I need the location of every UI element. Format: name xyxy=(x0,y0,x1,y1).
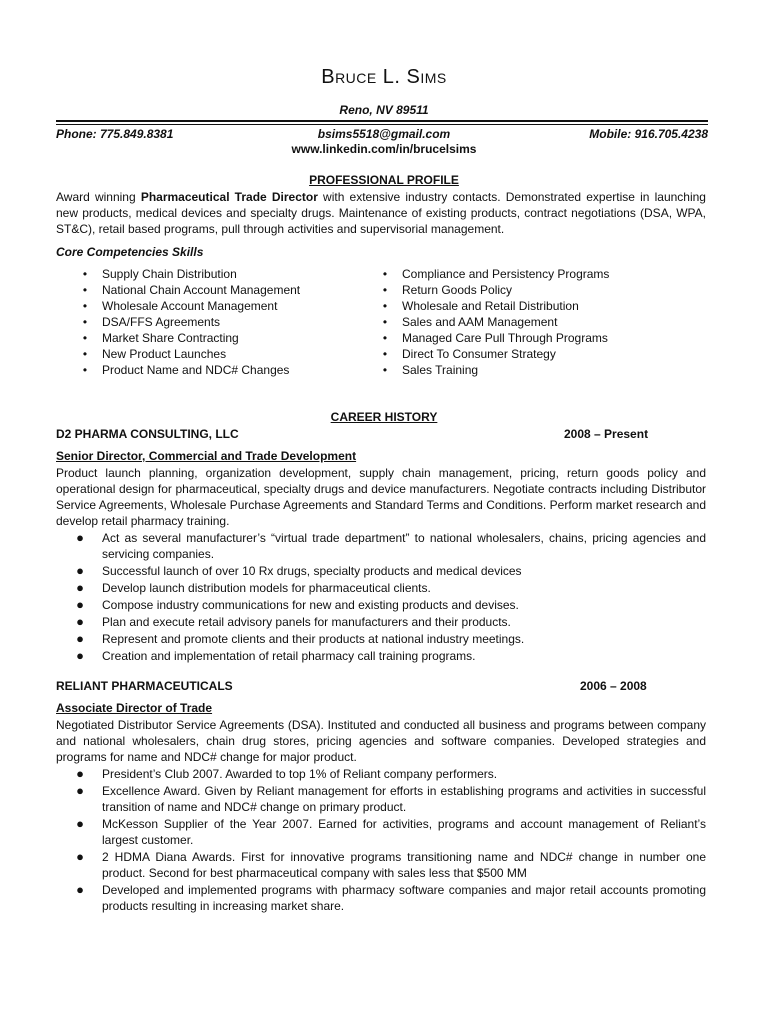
phone-number: Phone: 775.849.8381 xyxy=(56,127,174,141)
list-item xyxy=(74,648,706,664)
bullet-icon: • xyxy=(382,363,388,377)
profile-lead-title: Pharmaceutical Trade Director xyxy=(140,190,318,204)
bullet-icon: • xyxy=(382,315,388,329)
list-item-text: 2 HDMA Diana Awards. First for innovative programs transitioning name and NDC# change in number one product. Second for best pharmaceutical company with sales less that $500 MM xyxy=(102,850,706,880)
linkedin-link[interactable]: www.linkedin.com/in/brucelsims xyxy=(291,142,477,156)
list-item-text: Supply Chain Distribution xyxy=(102,267,237,281)
bullet-icon: ● xyxy=(76,597,84,612)
list-item-text: Market Share Contracting xyxy=(102,331,239,345)
competencies-left-list xyxy=(80,266,300,378)
bullet-icon: • xyxy=(382,283,388,297)
bullet-icon: • xyxy=(82,299,88,313)
candidate-name: Bruce L. Sims xyxy=(321,66,447,88)
bullet-icon: • xyxy=(382,331,388,345)
header-divider-thick xyxy=(56,120,708,122)
job-achievements-list xyxy=(74,766,706,915)
bullet-icon: • xyxy=(82,347,88,361)
job-summary: Product launch planning, organization development, supply chain management, pricing, return goods policy and operational design for pharmaceutical, specialty drugs and device manufacturers. Negotiate contracts including Distributor Service Agreements, Wholesale Purchase Agreements and Standard Terms and Conditions. Perform market research and develop retail pharmacy training. xyxy=(56,466,706,528)
email-address[interactable]: bsims5518@gmail.com xyxy=(317,127,451,141)
job-role: Associate Director of Trade xyxy=(56,701,213,715)
list-item-text: Developed and implemented programs with pharmacy software companies and major retail accounts promoting products resulting in increasing market share. xyxy=(102,883,706,913)
career-section-title: CAREER HISTORY xyxy=(330,410,438,424)
profile-lead: Award winning xyxy=(56,190,141,204)
list-item-text: National Chain Account Management xyxy=(102,283,301,297)
list-item xyxy=(380,266,609,282)
list-item-text: Act as several manufacturer’s “virtual trade department” to national wholesalers, chains, pricing agencies and servicing companies. xyxy=(102,531,706,561)
profile-text: with extensive industry contacts. Demonstrated expertise in launching new products, medical devices and specialty drugs. Maintenance of existing products, contract negotiations (DSA, WPA, ST&C), retail based programs, pull through activities and supervisorial management. xyxy=(56,190,706,236)
list-item xyxy=(80,298,300,314)
job-role: Senior Director, Commercial and Trade Development xyxy=(56,449,357,463)
list-item xyxy=(380,314,609,330)
list-item xyxy=(74,597,706,613)
mobile-number: Mobile: 916.705.4238 xyxy=(589,127,708,141)
list-item-text: Excellence Award. Given by Reliant management for efforts in establishing programs and activities in successful transition of name and NDC# change on primary product. xyxy=(102,784,706,814)
job-dates: 2006 – 2008 xyxy=(580,679,647,693)
list-item-text: Sales and AAM Management xyxy=(402,315,558,329)
list-item-text: New Product Launches xyxy=(102,347,227,361)
bullet-icon: ● xyxy=(76,530,84,545)
bullet-icon: • xyxy=(82,267,88,281)
list-item xyxy=(80,282,300,298)
bullet-icon: • xyxy=(82,315,88,329)
list-item xyxy=(74,563,706,579)
list-item-text: Return Goods Policy xyxy=(402,283,513,297)
bullet-icon: • xyxy=(82,331,88,345)
list-item xyxy=(380,298,609,314)
bullet-icon: ● xyxy=(76,648,84,663)
profile-section-title: PROFESSIONAL PROFILE xyxy=(309,173,459,187)
candidate-location: Reno, NV 89511 xyxy=(339,103,429,117)
list-item xyxy=(380,346,609,362)
bullet-icon: ● xyxy=(76,849,84,864)
list-item xyxy=(74,766,706,782)
bullet-icon: • xyxy=(382,347,388,361)
list-item-text: Plan and execute retail advisory panels for manufacturers and their products. xyxy=(102,615,511,629)
job-achievements-list xyxy=(74,530,706,665)
list-item-text: DSA/FFS Agreements xyxy=(102,315,221,329)
list-item xyxy=(80,346,300,362)
list-item xyxy=(74,882,706,914)
competencies-right-list xyxy=(380,266,609,378)
list-item-text: Creation and implementation of retail pharmacy call training programs. xyxy=(102,649,476,663)
list-item-text: Wholesale Account Management xyxy=(102,299,278,313)
list-item xyxy=(380,282,609,298)
list-item xyxy=(80,330,300,346)
list-item-text: Successful launch of over 10 Rx drugs, specialty products and medical devices xyxy=(102,564,522,578)
list-item xyxy=(74,530,706,562)
list-item xyxy=(380,362,609,378)
bullet-icon: ● xyxy=(76,614,84,629)
list-item-text: McKesson Supplier of the Year 2007. Earned for activities, programs and account management of Reliant’s largest customer. xyxy=(102,817,706,847)
list-item xyxy=(380,330,609,346)
list-item xyxy=(74,614,706,630)
list-item-text: Sales Training xyxy=(402,363,479,377)
bullet-icon: ● xyxy=(76,816,84,831)
job-summary: Negotiated Distributor Service Agreements (DSA). Instituted and conducted all business and programs between company and national wholesalers, chain drug stores, pricing agencies and software companies. Developed strategies and programs for name and NDC# change for major product. xyxy=(56,718,706,764)
bullet-icon: • xyxy=(382,267,388,281)
list-item-text: Develop launch distribution models for pharmaceutical clients. xyxy=(102,581,431,595)
bullet-icon: • xyxy=(82,363,88,377)
bullet-icon: ● xyxy=(76,563,84,578)
bullet-icon: • xyxy=(382,299,388,313)
list-item-text: Compliance and Persistency Programs xyxy=(402,267,610,281)
bullet-icon: ● xyxy=(76,783,84,798)
list-item-text: Managed Care Pull Through Programs xyxy=(402,331,608,345)
list-item-text: Direct To Consumer Strategy xyxy=(402,347,556,361)
header-divider-thin xyxy=(56,124,708,125)
bullet-icon: ● xyxy=(76,580,84,595)
bullet-icon: ● xyxy=(76,631,84,646)
list-item xyxy=(80,266,300,282)
list-item-text: President’s Club 2007. Awarded to top 1% of Reliant company performers. xyxy=(102,767,498,781)
list-item xyxy=(80,362,300,378)
list-item-text: Wholesale and Retail Distribution xyxy=(402,299,579,313)
list-item xyxy=(80,314,300,330)
job-company: RELIANT PHARMACEUTICALS xyxy=(56,679,233,693)
profile-summary xyxy=(56,189,706,237)
job-company: D2 PHARMA CONSULTING, LLC xyxy=(56,427,239,441)
list-item-text: Product Name and NDC# Changes xyxy=(102,363,290,377)
list-item xyxy=(74,783,706,815)
bullet-icon: ● xyxy=(76,882,84,897)
list-item-text: Compose industry communications for new and existing products and devises. xyxy=(102,598,519,612)
bullet-icon: • xyxy=(82,283,88,297)
bullet-icon: ● xyxy=(76,766,84,781)
list-item xyxy=(74,631,706,647)
list-item-text: Represent and promote clients and their products at national industry meetings. xyxy=(102,632,525,646)
list-item xyxy=(74,849,706,881)
list-item xyxy=(74,580,706,596)
competencies-title: Core Competencies Skills xyxy=(56,245,204,259)
job-dates: 2008 – Present xyxy=(564,427,649,441)
list-item xyxy=(74,816,706,848)
